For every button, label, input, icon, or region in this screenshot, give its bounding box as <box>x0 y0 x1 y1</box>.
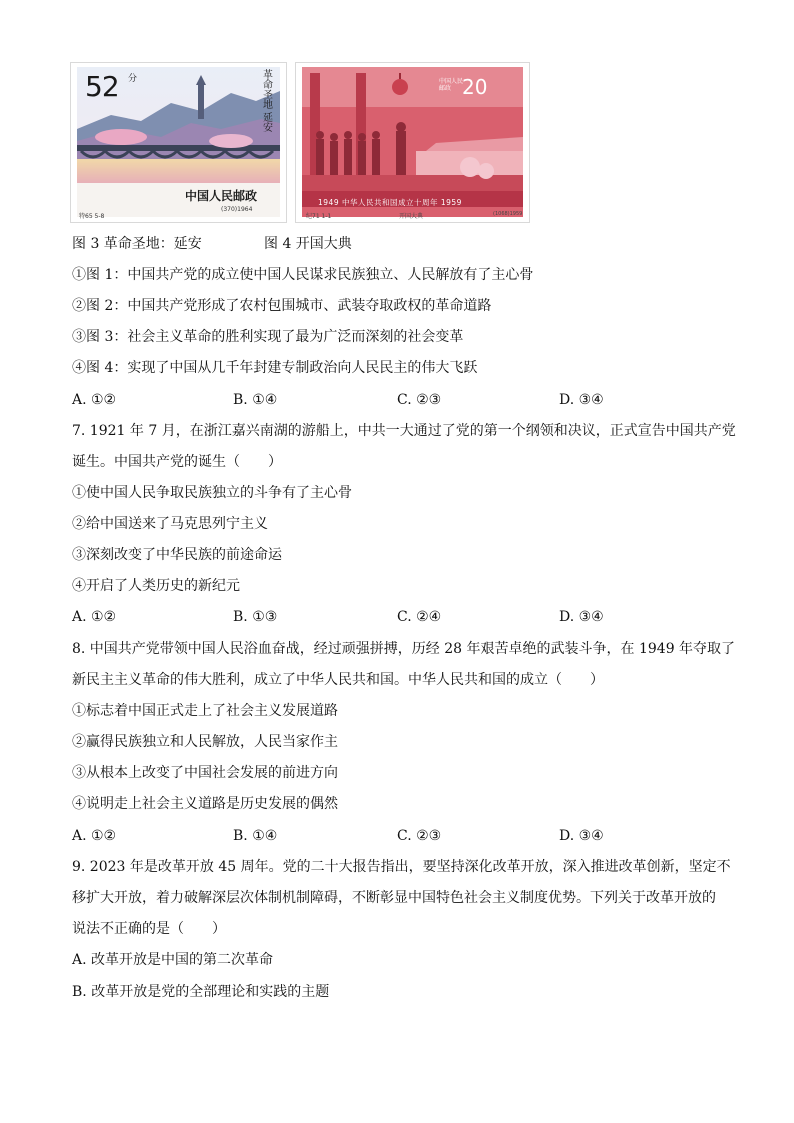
q7-option-a[interactable]: A. ①② <box>72 609 117 625</box>
q9-stem-line-2: 移扩大开放，着力破解深层次体制机制障碍，不断彰显中国特色社会主义制度优势。下列关于改革开放的 <box>72 890 716 906</box>
q9-stem-line-3: 说法不正确的是（ ） <box>72 921 226 937</box>
q8-option-a[interactable]: A. ①② <box>72 828 117 844</box>
stamp-yanan-serial: (370)1964 <box>221 206 253 213</box>
q7-item-3: ③深刻改变了中华民族的前途命运 <box>72 547 282 563</box>
q7-item-2: ②给中国送来了马克思列宁主义 <box>72 516 268 532</box>
q6-item-2: ②图 2：中国共产党形成了农村包围城市、武装夺取政权的革命道路 <box>72 298 492 314</box>
q8-item-2: ②赢得民族独立和人民解放，人民当家作主 <box>72 734 338 750</box>
q7-option-d[interactable]: D. ③④ <box>559 609 604 625</box>
q7-stem-line-1: 7. 1921 年 7 月，在浙江嘉兴南湖的游船上，中共一大通过了党的第一个纲领和决议，正式宣告中国共产党 <box>72 423 736 439</box>
stamp-founding-bottom: 1949 中华人民共和国成立十周年 1959 <box>318 198 462 207</box>
q8-options <box>72 826 732 846</box>
q7-options <box>72 607 732 627</box>
q7-item-4: ④开启了人类历史的新纪元 <box>72 578 240 594</box>
q7-option-c[interactable]: C. ②④ <box>397 609 442 625</box>
q7-stem-line-2: 诞生。中国共产党的诞生（ ） <box>72 454 282 470</box>
q6-options <box>72 390 732 410</box>
stamp-yanan-code: 特65 5-8 <box>79 213 105 220</box>
q8-stem-line-1: 8. 中国共产党带领中国人民浴血奋战，经过顽强拼搏，历经 28 年艰苦卓绝的武装斗争，在 1949 年夺取了 <box>72 641 736 657</box>
stamp-yanan <box>71 63 286 222</box>
stamp-yanan-title: 革命圣地 延安 <box>260 69 272 133</box>
q8-item-3: ③从根本上改变了中国社会发展的前进方向 <box>72 765 338 781</box>
q8-option-d[interactable]: D. ③④ <box>559 828 604 844</box>
stamp-founding-value: 20 <box>462 75 488 99</box>
stamp-founding-post: 中国人民邮政 <box>439 78 464 92</box>
stamp-founding <box>296 63 529 222</box>
stamp-founding-code-left: 纪71 1-1 <box>306 213 332 220</box>
q9-stem-line-1: 9. 2023 年是改革开放 45 周年。党的二十大报告指出，要坚持深化改革开放，深入推进改革创新，坚定不 <box>72 859 731 875</box>
q8-item-1: ①标志着中国正式走上了社会主义发展道路 <box>72 703 338 719</box>
q6-option-a[interactable]: A. ①② <box>72 392 117 408</box>
q6-item-4: ④图 4：实现了中国从几千年封建专制政治向人民民主的伟大飞跃 <box>72 360 478 376</box>
q9-option-a[interactable]: A. 改革开放是中国的第二次革命 <box>72 952 274 968</box>
q7-item-1: ①使中国人民争取民族独立的斗争有了主心骨 <box>72 485 352 501</box>
q9-option-b[interactable]: B. 改革开放是党的全部理论和实践的主题 <box>72 984 330 1000</box>
stamp-yanan-unit: 分 <box>126 73 136 82</box>
q6-item-1: ①图 1：中国共产党的成立使中国人民谋求民族独立、人民解放有了主心骨 <box>72 267 534 283</box>
q6-option-c[interactable]: C. ②③ <box>397 392 442 408</box>
q8-option-b[interactable]: B. ①④ <box>233 828 278 844</box>
stamp-yanan-value: 52 <box>85 70 119 103</box>
stamp-figures <box>71 63 541 223</box>
stamp-founding-code-mid: 开国大典 <box>399 213 424 220</box>
q8-item-4: ④说明走上社会主义道路是历史发展的偶然 <box>72 796 338 812</box>
figure-4-caption: 图 4 开国大典 <box>264 236 352 252</box>
figure-3-caption: 图 3 革命圣地：延安 <box>72 236 202 252</box>
q8-option-c[interactable]: C. ②③ <box>397 828 442 844</box>
q8-stem-line-2: 新民主主义革命的伟大胜利，成立了中华人民共和国。中华人民共和国的成立（ ） <box>72 672 604 688</box>
q6-item-3: ③图 3：社会主义革命的胜利实现了最为广泛而深刻的社会变革 <box>72 329 464 345</box>
q6-option-b[interactable]: B. ①④ <box>233 392 278 408</box>
q6-option-d[interactable]: D. ③④ <box>559 392 604 408</box>
q7-option-b[interactable]: B. ①③ <box>233 609 278 625</box>
stamp-founding-code-right: (1068)1959 <box>493 211 523 217</box>
stamp-yanan-post: 中国人民邮政 <box>185 189 258 203</box>
